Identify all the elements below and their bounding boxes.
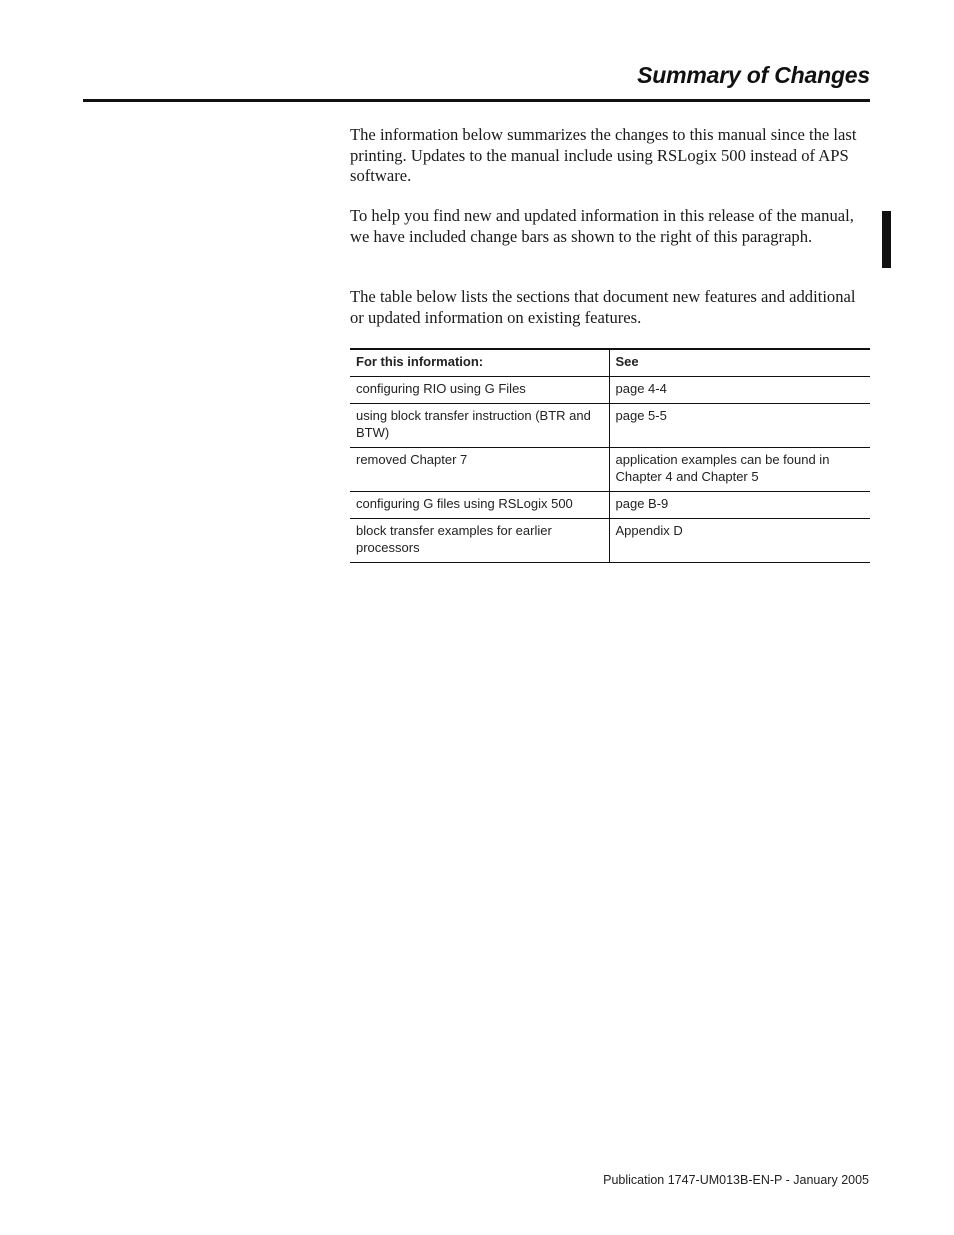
table-header-row bbox=[350, 349, 870, 377]
table-row bbox=[350, 519, 870, 563]
page-title: Summary of Changes bbox=[637, 62, 870, 88]
table-row bbox=[350, 377, 870, 404]
cell-information: configuring RIO using G Files bbox=[350, 377, 609, 404]
cell-information: configuring G files using RSLogix 500 bbox=[350, 492, 609, 519]
header-information: For this information: bbox=[350, 349, 609, 377]
cell-see: Appendix D bbox=[609, 519, 870, 563]
intro-paragraph: The information below summarizes the changes to this manual since the last printing. Updates to the manual include using RSLogix 500 instead of APS software. bbox=[350, 125, 857, 185]
cell-see: application examples can be found in Chapter 4 and Chapter 5 bbox=[609, 448, 870, 492]
table-row bbox=[350, 404, 870, 448]
header-see: See bbox=[609, 349, 870, 377]
cell-see: page 4-4 bbox=[609, 377, 870, 404]
table-intro-paragraph: The table below lists the sections that document new features and additional or updated information on existing features. bbox=[350, 287, 856, 327]
cell-information: block transfer examples for earlier processors bbox=[350, 519, 609, 563]
change-bar bbox=[882, 211, 891, 268]
cell-see: page 5-5 bbox=[609, 404, 870, 448]
cell-see: page B-9 bbox=[609, 492, 870, 519]
table-row bbox=[350, 492, 870, 519]
title-rule bbox=[83, 99, 870, 102]
cell-information: using block transfer instruction (BTR and BTW) bbox=[350, 404, 609, 448]
change-bar-paragraph: To help you find new and updated information in this release of the manual, we have included change bars as shown to the right of this paragraph. bbox=[350, 206, 854, 246]
table-row bbox=[350, 448, 870, 492]
cell-information: removed Chapter 7 bbox=[350, 448, 609, 492]
changes-table bbox=[350, 348, 870, 563]
publication-footer: Publication 1747-UM013B-EN-P - January 2005 bbox=[603, 1173, 869, 1187]
